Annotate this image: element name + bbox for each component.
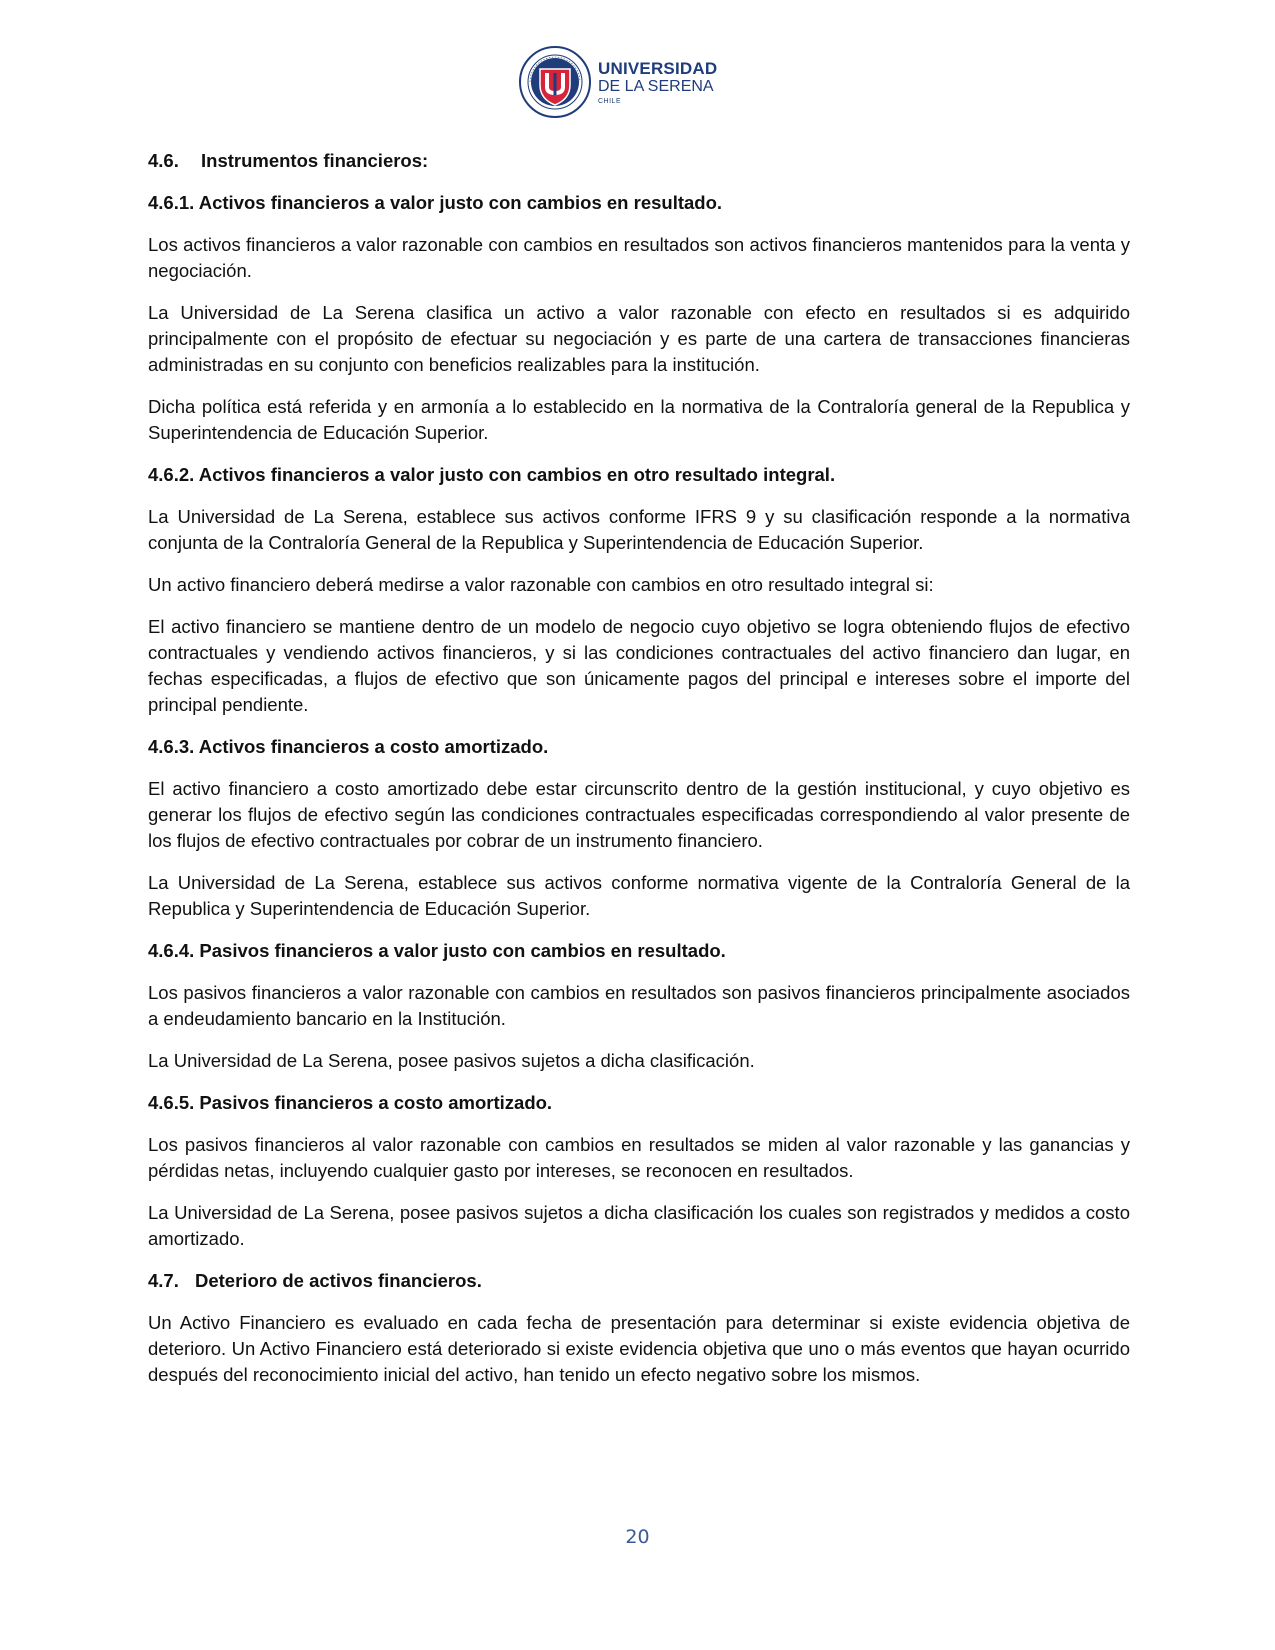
section-heading-4-6: [148, 148, 1130, 174]
paragraph: La Universidad de La Serena, establece sus activos conforme normativa vigente de la Contraloría General de la Republica y Superintendencia de Educación Superior.: [148, 872, 1130, 919]
paragraph: Un activo financiero deberá medirse a valor razonable con cambios en otro resultado integral si:: [148, 574, 934, 595]
section-number: 4.6.: [148, 150, 179, 171]
paragraph: Dicha política está referida y en armonía a lo establecido en la normativa de la Contraloría general de la Republica y Superintendencia de Educación Superior.: [148, 396, 1130, 443]
paragraph: La Universidad de La Serena, posee pasivos sujetos a dicha clasificación los cuales son registrados y medidos a costo amortizado.: [148, 1202, 1130, 1249]
university-logo: [518, 44, 718, 120]
subsection-heading-4-6-5: 4.6.5. Pasivos financieros a costo amortizado.: [148, 1092, 553, 1113]
paragraph: La Universidad de La Serena, establece sus activos conforme IFRS 9 y su clasificación responde a la normativa conjunta de la Contraloría General de la Republica y Superintendencia de Educación Superior.: [148, 506, 1130, 553]
paragraph: La Universidad de La Serena clasifica un activo a valor razonable con efecto en resultados si es adquirido principalmente con el propósito de efectuar su negociación y es parte de una cartera de transacciones financieras administradas en su conjunto con beneficios realizables para la institución.: [148, 302, 1130, 375]
paragraph: El activo financiero se mantiene dentro de un modelo de negocio cuyo objetivo se logra obteniendo flujos de efectivo contractuales y vendiendo activos financieros, y si las condiciones contractuales del activo financiero dan lugar, en fechas especificadas, a flujos de efectivo que son únicamente pagos del principal e intereses sobre el importe del principal pendiente.: [148, 616, 1130, 715]
paragraph: Los pasivos financieros a valor razonable con cambios en resultados son pasivos financieros principalmente asociados a endeudamiento bancario en la Institución.: [148, 982, 1130, 1029]
paragraph: La Universidad de La Serena, posee pasivos sujetos a dicha clasificación.: [148, 1050, 755, 1071]
subsection-heading-4-6-3: 4.6.3. Activos financieros a costo amortizado.: [148, 736, 549, 757]
paragraph: Un Activo Financiero es evaluado en cada fecha de presentación para determinar si existe evidencia objetiva de deterioro. Un Activo Financiero está deteriorado si existe evidencia objetiva que uno o más eventos que hayan ocurrido después del reconocimiento inicial del activo, han tenido un efecto negativo sobre los mismos.: [148, 1312, 1130, 1385]
subsection-heading-4-6-4: 4.6.4. Pasivos financieros a valor justo con cambios en resultado.: [148, 940, 726, 961]
subsection-heading-4-6-1: 4.6.1. Activos financieros a valor justo con cambios en resultado.: [148, 192, 723, 213]
section-title: Instrumentos financieros:: [201, 150, 429, 171]
section-heading-4-7: [148, 1268, 1130, 1294]
page-number: 20: [625, 1526, 650, 1548]
university-seal-icon: [518, 45, 592, 119]
section-title: Deterioro de activos financieros.: [195, 1270, 482, 1291]
paragraph: Los pasivos financieros al valor razonable con cambios en resultados se miden al valor razonable y las ganancias y pérdidas netas, incluyendo cualquier gasto por intereses, se reconocen en resultados.: [148, 1134, 1130, 1181]
logo-line-de-la-serena: DE LA SERENA: [598, 77, 714, 95]
logo-line-chile: CHILE: [598, 97, 622, 105]
document-body: [148, 148, 1130, 1404]
paragraph: Los activos financieros a valor razonable con cambios en resultados son activos financieros mantenidos para la venta y negociación.: [148, 234, 1130, 281]
logo-wordmark: [598, 60, 717, 105]
subsection-heading-4-6-2: 4.6.2. Activos financieros a valor justo con cambios en otro resultado integral.: [148, 464, 836, 485]
paragraph: El activo financiero a costo amortizado debe estar circunscrito dentro de la gestión institucional, y cuyo objetivo es generar los flujos de efectivo según las condiciones contractuales especificadas correspondiendo al valor presente de los flujos de efectivo contractuales por cobrar de un instrumento financiero.: [148, 778, 1130, 851]
logo-line-university: UNIVERSIDAD: [598, 58, 718, 78]
section-number: 4.7.: [148, 1270, 179, 1291]
